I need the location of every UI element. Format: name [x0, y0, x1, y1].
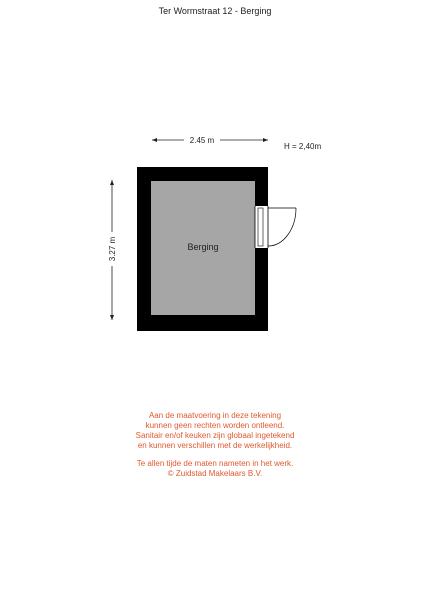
disclaimer-line: Aan de maatvoering in deze tekening — [148, 411, 282, 420]
room-label: Berging — [187, 242, 219, 252]
disclaimer-line: Sanitair en/of keuken zijn globaal ingetekend — [135, 431, 295, 440]
door — [255, 206, 296, 248]
disclaimer — [0, 411, 430, 479]
page-title: Ter Wormstraat 12 - Berging — [158, 6, 272, 16]
width-dimension — [152, 134, 268, 145]
copyright-line: © Zuidstad Makelaars B.V. — [167, 469, 263, 478]
depth-dimension-label: 3.27 m — [108, 236, 117, 262]
disclaimer-line: kunnen geen rechten worden ontleend. — [145, 421, 285, 430]
depth-dimension — [106, 180, 118, 320]
disclaimer-line: en kunnen verschillen met de werkelijkheid. — [137, 441, 293, 450]
ceiling-height-label: H = 2,40m — [284, 142, 322, 151]
width-dimension-label: 2.45 m — [189, 136, 215, 145]
disclaimer-footer-line: Te allen tijde de maten nameten in het werk. — [136, 459, 294, 468]
